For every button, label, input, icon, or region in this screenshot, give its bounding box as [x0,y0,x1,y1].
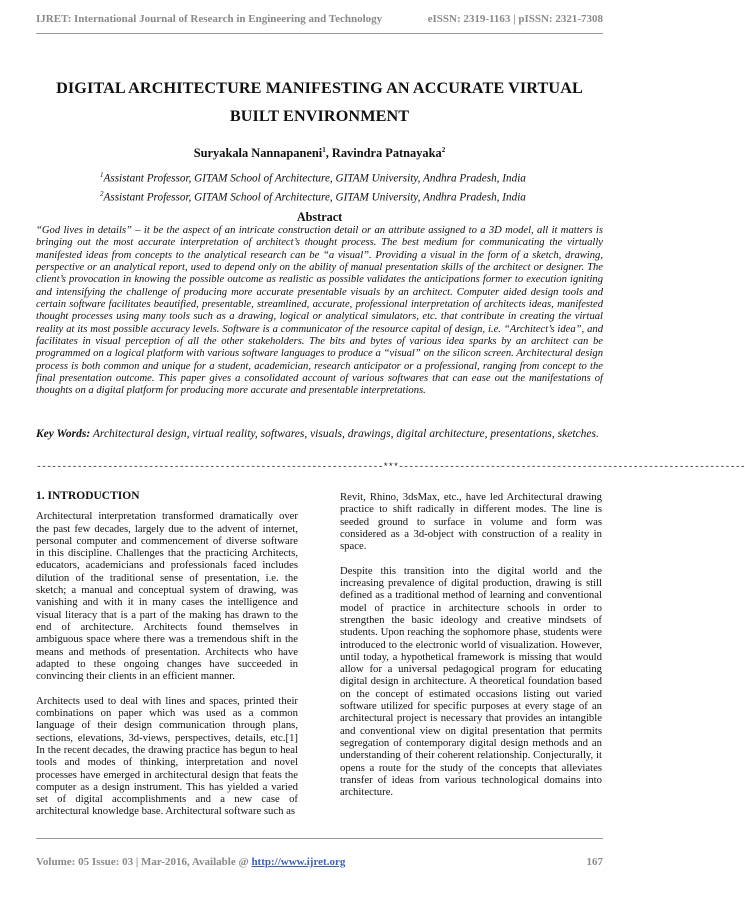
author-separator: , [325,146,332,161]
title-line-1: DIGITAL ARCHITECTURE MANIFESTING AN ACCURATE VIRTUAL [56,79,583,97]
journal-link[interactable]: http://www.ijret.org [251,856,346,868]
journal-name: IJRET: International Journal of Research in Engineering and Technology [36,13,383,25]
paragraph: Architects used to deal with lines and spaces, printed their combinations on paper which was used as a common language of their design communication through plans, sections, elevations, 3d-views, perspectives, details, etc.[1] In the recent decades, the drawing practice has begun to heal tools and modes of thinking, interpretation and novel processes have emerged in architectural design that feats the computer as a design instrument. This has yielded a varied set of digital accomplishments and a new case of architectural knowledge base. Architectural software such as [36,694,298,818]
affiliation-2: $^2$Assistant Professor, GITAM School of Architecture, GITAM University, Andhra Pradesh, India [100,189,526,204]
author-2-sup: 2 [441,146,446,154]
keywords-label: Key Words: [36,428,91,440]
abstract-text: “God lives in details” – it be the aspect of an intricate construction detail or an attribute assigned to a 3D model, all it matters is bringing out the most accurate interpretation of architect’s thought process. The best medium for communicating the virtually manifested ideas from concepts to the analytical research can be “a visual”. Providing a visual in the form of a sketch, drawing, perspective or an analytical report, used to depend only on the ability of manual presentation skills of the architect or designer. The client’s provocation in knowing the possible outcome as realistic as possible validates the anticipations former to execution igniting and intensifying the challenge of producing more accurate presentable visuals by an architect. Computer aided design tools and certain software facilitates beautified, presentable, streamlined, accurate, professional interpretation of architects ideas, manifested thought processes using many tools such as a drawing, logical or analytical simulators, etc. that contribute in creating the virtual reality at its most possible accuracy levels. Software is a communicator of the resource capital of design, i.e. “Architect’s idea”, and facilitates in visual perception of all the other stakeholders. The bits and bytes of various idea sparks by an architect can be programmed on a logical platform with various software languages to produce a “visual” on the silicon screen. Architectural design process is both common and unique for a student, academician, research anticipator or a professional, ranging from concept to the final presentation outcome. This paper gives a consolidated account of various softwares that can ease out the manifestations of thoughts on a digital platform for producing more accurate and presentable interpretations. [36,225,603,397]
running-header [36,13,603,25]
affiliations [100,168,600,205]
keywords [36,424,603,444]
section-separator: --------------------------------------------------------------------***-------------------------------------------------------------------- [36,461,745,472]
page-number: 167 [586,856,603,868]
keywords-text: Architectural design, virtual reality, softwares, visuals, drawings, digital architecture, presentations, sketches. [90,428,599,440]
running-footer [36,856,603,868]
affiliation-1: $^1$Assistant Professor, GITAM School of Architecture, GITAM University, Andhra Pradesh, India [100,171,526,185]
section-heading: 1. INTRODUCTION [36,490,140,502]
paragraph: Architectural interpretation transformed dramatically over the past few decades, largely due to the advent of internet, personal computer and commencement of diverse software in this discipline. Challenges that the practicing Architects, educators, academicians and professionals faced includes dilution of the traditional sense of presentation, i.e. the sketch; a manual and conceptual system of drawing, was vanishing and with it in many cases the intelligence and visual literacy that is a part of the making has drawn to the end of architecture. Architects found themselves in ambiguous space where there was a tremendous shift in the means and methods of presentation. Architects who have adapted to these ongoing changes have succeeded in convincing their clients in an efficient manner. [36,510,298,683]
author-1: Suryakala Nannapaneni [193,146,323,161]
right-column [340,491,602,811]
footer-volume: Volume: 05 Issue: 03 | Mar-2016, Available @ http://www.ijret.org [36,856,346,868]
header-rule [36,33,603,34]
paragraph: Revit, Rhino, 3dsMax, etc., have led Architectural drawing practice to shift radically in different modes. The line is seeded ground to surface in volume and form was considered as a 3d-object with construction of a reality in space. [340,491,602,553]
abstract-heading: Abstract [296,210,343,224]
author-2: Ravindra Patnayaka [331,146,442,161]
left-column [36,490,298,830]
author-1-sup: 1 [322,146,326,154]
paragraph: Despite this transition into the digital world and the increasing prevalence of digital production, drawing is still defined as a traditional method of learning and conventional model of practice in architecture schools in order to strengthen the basic ideology and creative mindsets of students. Upon reaching the sophomore phase, students were introduced to the electronic world of visualization. However, until today, a hypothetical framework is missing that would allow for a universal pedagogical program for educating digital design in architecture. A theoretical foundation based on the concept of estimated occasions listing out varied software utilized for specific purposes at every stage of an architectural project is necessary that provides an intangible and conventional view on digital presentation that permits segregation of contemporary digital design methods and an understanding of their coherent relationship. Conjecturally, it opens a route for the study of the concepts that alleviates transfer of ideas from various technological domains into architecture. [340,564,602,799]
paper-title [36,74,603,130]
title-line-2: BUILT ENVIRONMENT [229,107,410,125]
author-list [36,146,603,161]
footer-rule [36,838,603,839]
issn-info: eISSN: 2319-1163 | pISSN: 2321-7308 [427,13,603,25]
